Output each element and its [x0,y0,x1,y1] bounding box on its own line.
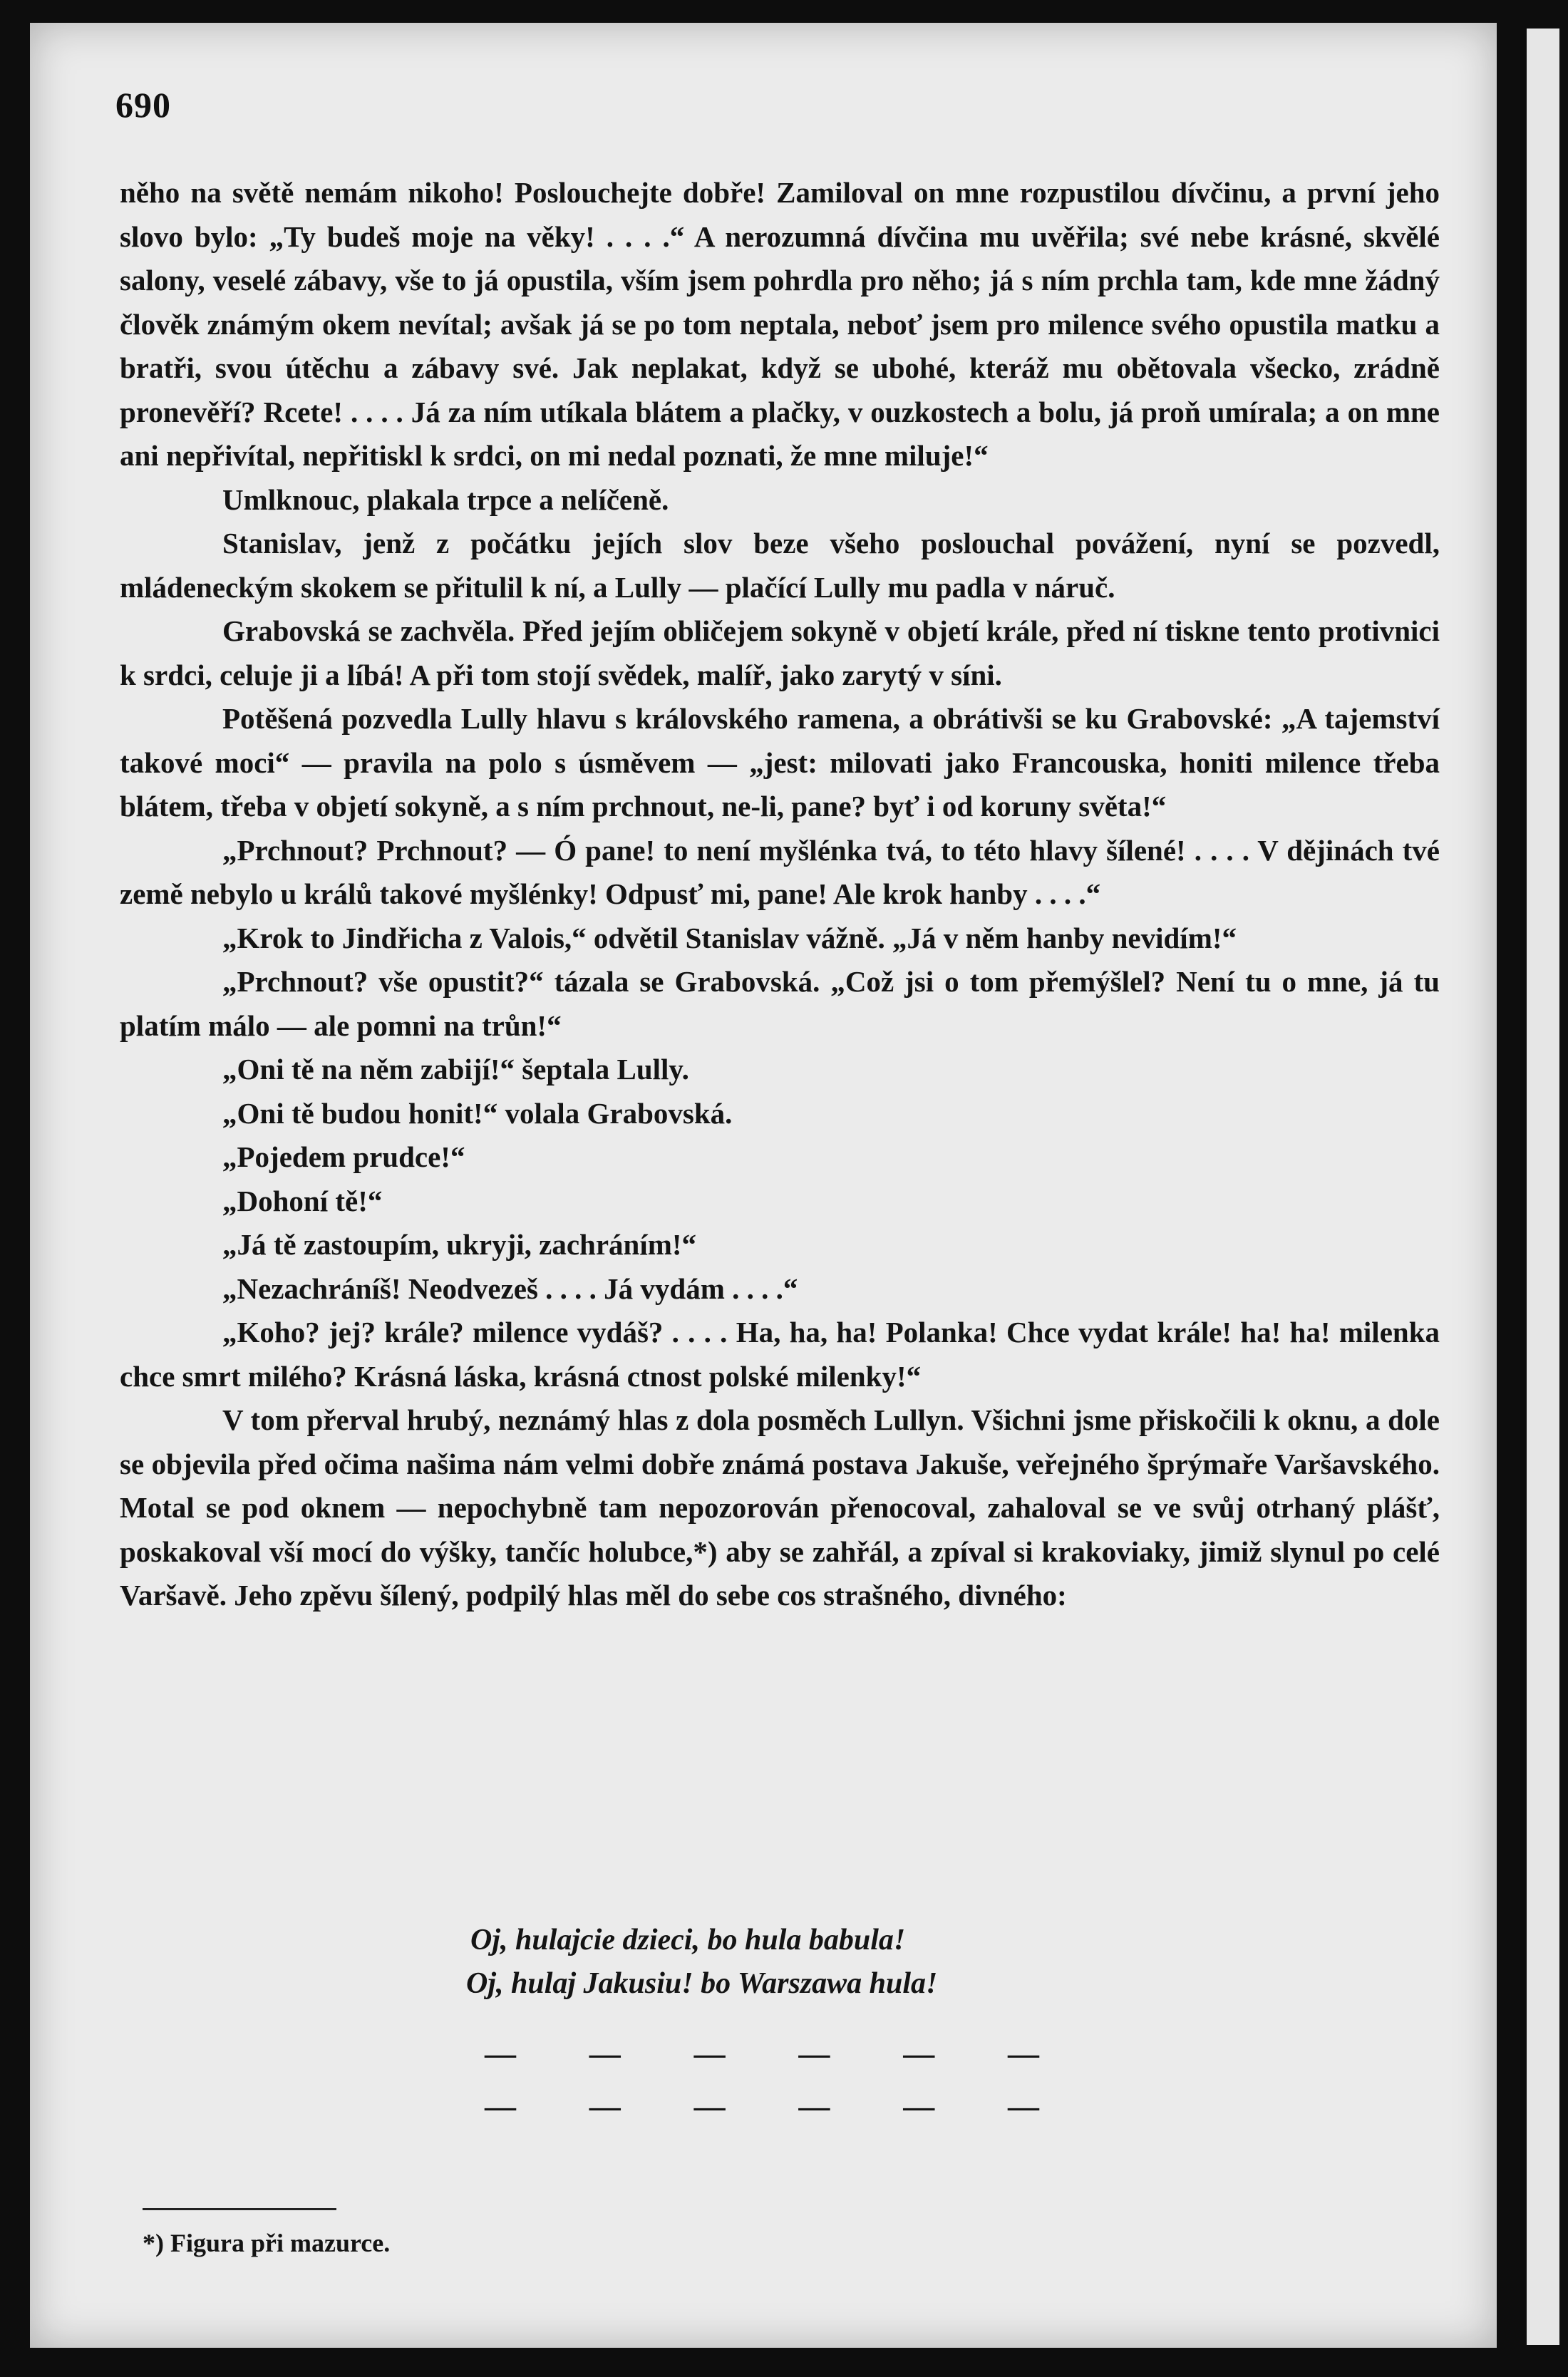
song-verse [466,1919,938,2006]
dash-row [485,2088,1041,2141]
body-text [120,171,1440,1618]
verse-line: Oj, hulajcie dzieci, bo hula babula! [470,1924,906,1956]
dash-row [485,2036,1041,2088]
paragraph: „Dohoní tě!“ [222,1184,383,1217]
verse-line: Oj, hulaj Jakusiu! bo Warszawa hula! [466,1967,938,2000]
dash: — [1007,2036,1041,2071]
paragraph: něho na světě nemám nikoho! Poslouchejte dobře! Zamiloval on mne rozpustilou dívčinu, a první jeho slovo bylo: „Ty budeš moje na věky! . . . .“ A nerozumná dívčina mu uvěřila; své nebe krásné, skvělé salony, veselé zábavy, vše to já opustila, vším jsem pohrdla pro něho; já s ním prchla tam, kde mne žádný člověk známým okem nevítal; avšak já se po tom neptala, neboť jsem pro milence svého opustila matku a bratři, svou útěchu a zábavy své. Jak neplakat, když se ubohé, kteráž mu obětovala všecko, zrádně pronevěří? Rcete! . . . . Já za ním utíkala blátem a plačky, v ouzkostech a bolu, já proň umírala; a on mne ani nepřivítal, nepřitiskl k srdci, on mi nedal poznati, že mne miluje!“ [120,176,1440,472]
dash: — [903,2036,937,2071]
paragraph: „Prchnout? vše opustit?“ tázala se Grabovská. „Což jsi o tom přemýšlel? Není tu o mne, já tu platím málo — ale pomni na trůn!“ [120,965,1440,1042]
paragraph: „Oni tě na něm zabijí!“ šeptala Lully. [222,1053,689,1086]
dash: — [1007,2089,1041,2124]
paragraph: „Já tě zastoupím, ukryji, zachráním!“ [222,1228,697,1261]
footnote-rule [143,2208,336,2210]
dash: — [485,2089,517,2124]
dash: — [693,2036,727,2071]
paragraph: V tom přerval hrubý, neznámý hlas z dola posměch Lullyn. Všichni jsme přiskočili k oknu, a dole se objevila před očima našima nám velmi dobře známá postava Jakuše, veřejného šprýmaře Varšavského. Motal se pod oknem — nepochybně tam nepozorován přenocoval, zahaloval se ve svůj otrhaný plášť, poskakoval vší mocí do výšky, tančíc holubce,*) aby se zahřál, a zpíval si krakoviaky, jimiž slynul po celé Varšavě. Jeho zpěvu šílený, podpilý hlas měl do sebe cos strašného, divného: [120,1403,1440,1612]
dash: — [903,2089,937,2124]
paragraph: „Krok to Jindřicha z Valois,“ odvětil Stanislav vážně. „Já v něm hanby nevidím!“ [222,921,1237,954]
paragraph: Potěšená pozvedla Lully hlavu s královského ramena, a obrátivši se ku Grabovské: „A tajemství takové moci“ — pravila na polo s úsměvem — „jest: milovati jako Francouska, honiti milence třeba blátem, třeba v objetí sokyně, a s ním prchnout, ne-li, pane? byť i od koruny světa!“ [120,702,1440,823]
paragraph: „Oni tě budou honit!“ volala Grabovská. [222,1096,733,1130]
paragraph: Grabovská se zachvěla. Před jejím obličejem sokyně v objetí krále, před ní tiskne tento protivnici k srdci, celuje ji a líbá! A při tom stojí svědek, malíř, jako zarytý v síni. [120,614,1440,691]
paragraph: „Koho? jej? krále? milence vydáš? . . . . Ha, ha, ha! Polanka! Chce vydat krále! ha! ha! milenka chce smrt milého? Krásná láska, krásná ctnost polské milenky!“ [120,1316,1440,1393]
section-break-dashes [485,2036,1041,2141]
paragraph: Stanislav, jenž z počátku jejích slov beze všeho poslouchal povážení, nyní se pozvedl, mládeneckým skokem se přitulil k ní, a Lully — plačící Lully mu padla v náruč. [120,527,1440,604]
dash: — [589,2089,622,2124]
adjacent-page-edge [1527,29,1559,2345]
paragraph: Umlknouc, plakala trpce a nelíčeně. [222,483,669,516]
dash: — [798,2036,832,2071]
dash: — [798,2089,832,2124]
paragraph: „Pojedem prudce!“ [222,1140,465,1173]
dash: — [693,2089,727,2124]
dash: — [485,2036,517,2071]
paragraph: „Prchnout? Prchnout? — Ó pane! to není myšlénka tvá, to této hlavy šílené! . . . . V dějinách tvé země nebylo u králů takové myšlénky! Odpusť mi, pane! Ale krok hanby . . . .“ [120,833,1440,910]
paragraph: „Nezachráníš! Neodvezeš . . . . Já vydám . . . .“ [222,1272,798,1305]
page-number: 690 [115,85,171,125]
dash: — [589,2036,622,2071]
footnote: *) Figura při mazurce. [143,2229,391,2257]
